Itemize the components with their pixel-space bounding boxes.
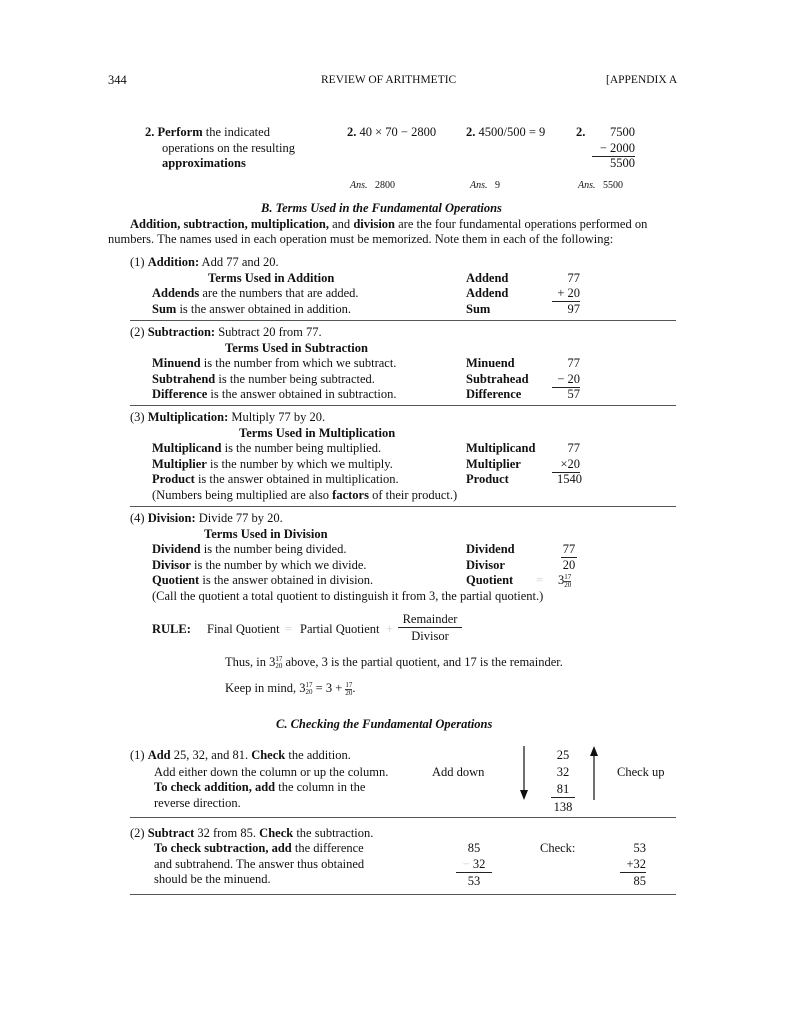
check-add-value-2: 32 (556, 765, 570, 779)
section-c-heading: C. Checking the Fundamental Operations (276, 717, 493, 731)
subtraction-term-2: Subtrahead (466, 372, 529, 386)
divider (130, 320, 676, 321)
keep-in-mind-line: Keep in mind, 3 17 20 = 3 + $\frac{17}{20}$ . (225, 680, 356, 697)
division-terms-heading: Terms Used in Division (204, 527, 328, 541)
division-value-1: 77 (562, 542, 576, 556)
equals-sign: = (536, 573, 544, 587)
subtraction-term-1: Minuend (466, 356, 515, 370)
rule-equals: = (285, 622, 293, 636)
check-up-label: Check up (617, 765, 665, 779)
perform-line3: approximations (162, 156, 246, 170)
addition-term-2: Addend (466, 286, 509, 300)
multiplication-row-3: Product is the answer obtained in multiplication. (152, 472, 399, 486)
answer-3: Ans. 5500 (578, 180, 623, 191)
check-add-line4: reverse direction. (154, 796, 241, 810)
appendix-label: [APPENDIX A (606, 74, 678, 86)
check-sub-left-top: 85 (467, 841, 481, 855)
division-term-2: Divisor (466, 558, 505, 572)
multiplication-value-1: 77 (567, 441, 580, 455)
rule-plus: + (386, 622, 394, 636)
section-b-heading: B. Terms Used in the Fundamental Operations (261, 201, 502, 215)
multiplication-term-2: Multiplier (466, 457, 521, 471)
check-add-title: (1) Add 25, 32, and 81. Check the addition. (130, 748, 351, 762)
check-sub-right-bot: 85 (633, 874, 646, 888)
check-sub-right-mid: +32 (620, 857, 646, 873)
perform-example-3-num: 2. (576, 125, 586, 139)
check-sub-title: (2) Subtract 32 from 85. Check the subtraction. (130, 826, 374, 840)
multiplication-row-1: Multiplicand is the number being multiplied. (152, 441, 382, 455)
rule-numerator: Remainder (398, 612, 462, 628)
rule-label: RULE: (152, 622, 191, 636)
check-add-line3: To check addition, add the column in the (154, 780, 366, 794)
subtraction-row-1: Minuend is the number from which we subtract. (152, 356, 397, 370)
rule-lhs: Final Quotient (207, 622, 280, 636)
divider (130, 506, 676, 507)
division-term-3: Quotient (466, 573, 514, 587)
page-number: 344 (108, 73, 127, 87)
check-add-sum: 138 (553, 800, 573, 814)
addition-value-2: + 20 (552, 286, 580, 302)
section-b-intro-line1: Addition, subtraction, multiplication, and division are the four fundamental operations performed on (130, 217, 648, 231)
addition-value-1: 77 (567, 271, 580, 285)
multiplication-value-2: ×20 (552, 457, 580, 473)
addition-value-3: 97 (567, 302, 580, 316)
check-sub-line3: and subtrahend. The answer thus obtained (154, 857, 365, 871)
addition-term-1: Addend (466, 271, 509, 285)
perform-example-2: 2. 4500/500 = 9 (466, 125, 546, 139)
subtraction-title: (2) Subtraction: Subtract 20 from 77. (130, 325, 322, 339)
subtraction-term-3: Difference (466, 387, 522, 401)
addition-title: (1) Addition: Add 77 and 20. (130, 255, 279, 269)
divider (130, 894, 676, 895)
up-arrow-icon (587, 746, 601, 802)
multiplication-value-3: 1540 (557, 472, 582, 486)
perform-line2: operations on the resulting (162, 141, 295, 155)
multiplication-row-2: Multiplier is the number by which we multiply. (152, 457, 393, 471)
division-title: (4) Division: Divide 77 by 20. (130, 511, 283, 525)
rule-partial-quotient: Partial Quotient (300, 622, 380, 636)
check-sub-left-mid: − 32 (456, 857, 492, 873)
division-row-3: Quotient is the answer obtained in division. (152, 573, 374, 587)
perform-example-1: 2. 40 × 70 − 2800 (347, 125, 437, 139)
addition-row-2: Sum is the answer obtained in addition. (152, 302, 351, 316)
ex3-top: 7500 (610, 125, 635, 139)
section-b-intro-line2: numbers. The names used in each operation must be memorized. Note them in each of the following: (108, 232, 614, 246)
add-down-label: Add down (432, 765, 485, 779)
multiplication-term-1: Multiplicand (466, 441, 536, 455)
subtraction-value-2: − 20 (552, 372, 580, 388)
division-value-3: 3 $\frac{17}{20}$ (558, 572, 572, 589)
running-title: REVIEW OF ARITHMETIC (321, 74, 457, 86)
check-label: Check: (540, 841, 576, 855)
subtraction-row-3: Difference is the answer obtained in subtraction. (152, 387, 397, 401)
subtraction-value-3: 57 (567, 387, 580, 401)
divider (130, 817, 676, 818)
thus-line: Thus, in 3 17 20 above, 3 is the partial quotient, and 17 is the remainder. (225, 655, 563, 671)
division-value-2: 20 (562, 558, 576, 572)
perform-line1: 2. Perform the indicated (145, 125, 270, 139)
ex3-bot: 5500 (610, 156, 635, 170)
division-row-2: Divisor is the number by which we divide. (152, 558, 367, 572)
check-sub-right-top: 53 (633, 841, 646, 855)
addition-terms-heading: Terms Used in Addition (208, 271, 335, 285)
check-add-value-3: 81 (551, 782, 575, 798)
answer-1: Ans. 2800 (350, 180, 395, 191)
addition-term-3: Sum (466, 302, 491, 316)
division-note: (Call the quotient a total quotient to distinguish it from 3, the partial quotient.) (152, 589, 544, 603)
addition-row-1: Addends are the numbers that are added. (152, 286, 359, 300)
check-sub-line4: should be the minuend. (154, 872, 271, 886)
division-term-1: Dividend (466, 542, 515, 556)
check-add-value-1: 25 (556, 748, 570, 762)
multiplication-terms-heading: Terms Used in Multiplication (239, 426, 396, 440)
multiplication-title: (3) Multiplication: Multiply 77 by 20. (130, 410, 326, 424)
answer-2: Ans. 9 (470, 180, 500, 191)
subtraction-terms-heading: Terms Used in Subtraction (225, 341, 368, 355)
multiplication-note: (Numbers being multiplied are also factors of their product.) (152, 488, 458, 502)
rule-denominator: Divisor (411, 629, 449, 643)
divider (130, 405, 676, 406)
check-sub-left-bot: 53 (467, 874, 481, 888)
multiplication-term-3: Product (466, 472, 509, 486)
check-add-line2: Add either down the column or up the column. (154, 765, 389, 779)
down-arrow-icon (517, 746, 531, 802)
check-sub-line2: To check subtraction, add the difference (154, 841, 364, 855)
division-row-1: Dividend is the number being divided. (152, 542, 347, 556)
subtraction-value-1: 77 (567, 356, 580, 370)
ex3-mid: − 2000 (592, 141, 635, 157)
subtraction-row-2: Subtrahend is the number being subtracted. (152, 372, 375, 386)
